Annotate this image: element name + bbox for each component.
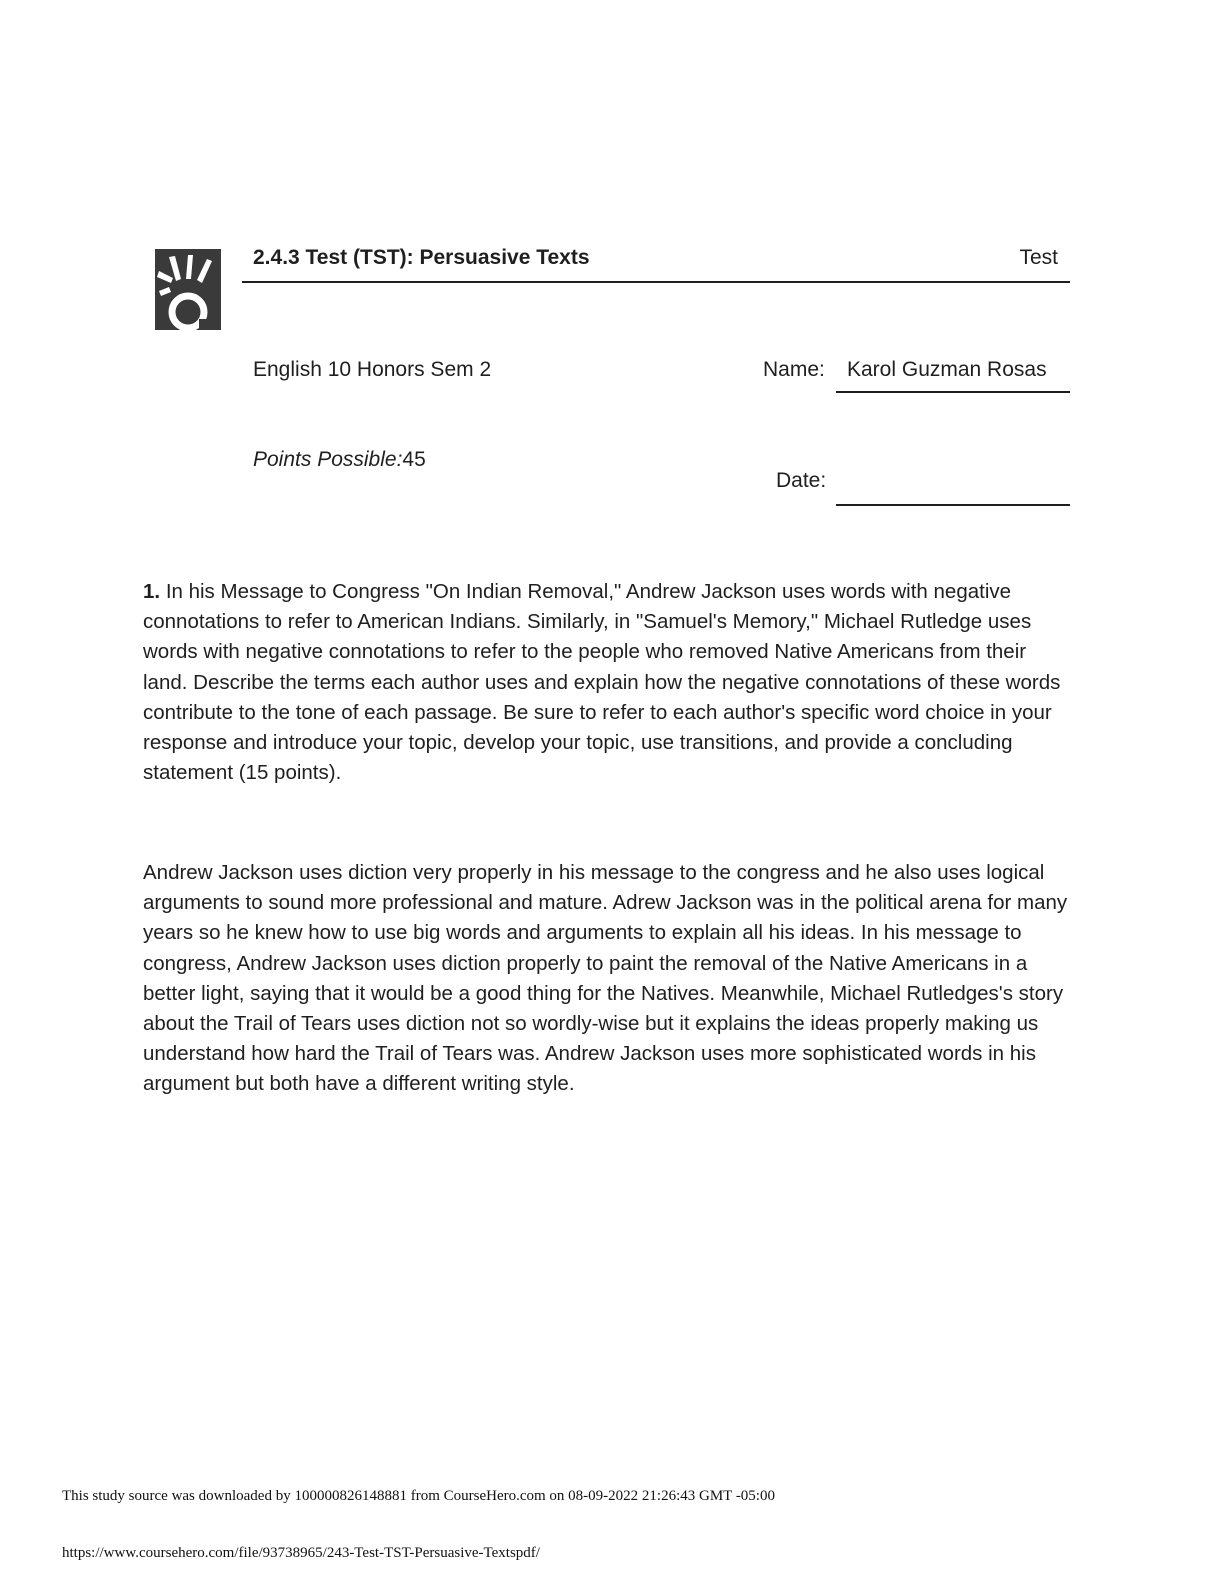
student-name-field: Karol Guzman Rosas xyxy=(836,357,1070,393)
course-name: English 10 Honors Sem 2 xyxy=(253,358,492,381)
points-possible xyxy=(253,447,426,473)
date-field xyxy=(836,470,1070,506)
test-title: 2.4.3 Test (TST): Persuasive Texts xyxy=(253,246,590,269)
sun-logo-icon xyxy=(155,249,221,330)
points-possible-value: 45 xyxy=(402,448,426,471)
question-prompt: In his Message to Congress "On Indian Removal," Andrew Jackson uses words with negative connotations to refer to American Indians. Similarly, in "Samuel's Memory," Michael Rutledge uses words with negative connotations to refer to the people who removed Native Americans from their land. Describe the terms each author uses and explain how the negative connotations of these words contribute to the tone of each passage. Be sure to refer to each author's specific word choice in your response and introduce your topic, develop your topic, use transitions, and provide a concluding statement (15 points). xyxy=(143,580,1061,785)
answer-text: Andrew Jackson uses diction very properly in his message to the congress and he also uses logical arguments to sound more professional and mature. Adrew Jackson was in the political arena for many years so he knew how to use big words and arguments to explain all his ideas. In his message to congress, Andrew Jackson uses diction properly to paint the removal of the Native Americans in a better light, saying that it would be a good thing for the Natives. Meanwhile, Michael Rutledges's story about the Trail of Tears uses diction not so wordly-wise but it explains the ideas properly making us understand how hard the Trail of Tears was. Andrew Jackson uses more sophisticated words in his argument but both have a different writing style. xyxy=(143,861,1068,1096)
question-number: 1. xyxy=(143,580,161,603)
source-url: https://www.coursehero.com/file/93738965/243-Test-TST-Persuasive-Textspdf/ xyxy=(62,1545,540,1561)
name-label: Name: xyxy=(763,358,825,381)
date-label: Date: xyxy=(776,469,827,492)
header-divider xyxy=(242,281,1070,283)
document-type-label: Test xyxy=(1019,246,1058,269)
question-1 xyxy=(143,577,1073,788)
points-possible-label: Points Possible: xyxy=(253,448,403,471)
download-source-notice: This study source was downloaded by 100000826148881 from CourseHero.com on 08-09-2022 21:26:43 GMT -05:00 xyxy=(62,1488,775,1504)
